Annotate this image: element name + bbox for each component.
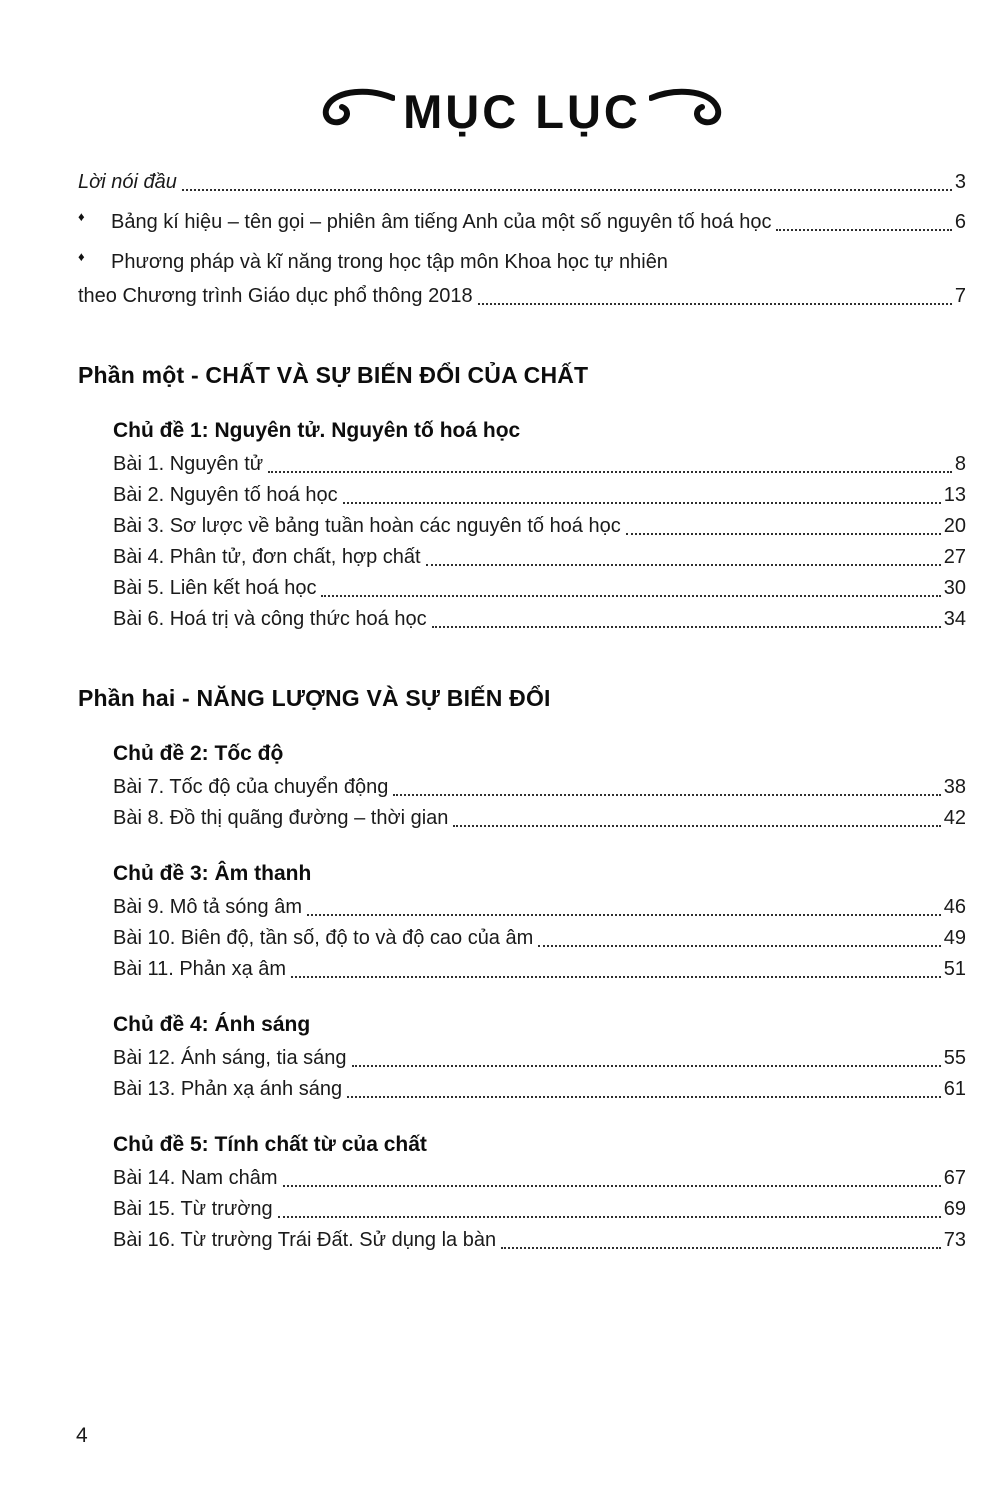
toc-entry (113, 575, 966, 602)
toc-entry-label: Bài 9. Mô tả sóng âm (113, 896, 302, 918)
toc-entry-label: Bảng kí hiệu – tên gọi – phiên âm tiếng Anh của một số nguyên tố hoá học (111, 211, 772, 233)
toc-entry (78, 243, 966, 276)
toc-entry-label: Bài 14. Nam châm (113, 1167, 278, 1189)
title-block (78, 84, 966, 139)
dot-leader (283, 1185, 941, 1187)
dot-leader (307, 914, 941, 916)
dot-leader (393, 794, 940, 796)
toc-entry-label: Bài 16. Từ trường Trái Đất. Sử dụng la bàn (113, 1229, 497, 1251)
toc-entry (113, 956, 966, 983)
toc-entry-page: 7 (954, 285, 966, 307)
toc-entry-page: 73 (943, 1229, 966, 1251)
toc-entry (113, 925, 966, 952)
toc-entry-page: 38 (943, 776, 966, 798)
toc-entry-label: Bài 2. Nguyên tố hoá học (113, 484, 338, 506)
lesson-list (78, 1165, 966, 1254)
toc-entry (113, 1196, 966, 1223)
toc-entry-page: 51 (943, 958, 966, 980)
toc-entry-page: 27 (943, 546, 966, 568)
lesson-list (78, 1045, 966, 1103)
part-heading: Phần một - CHẤT VÀ SỰ BIẾN ĐỔI CỦA CHẤT (78, 362, 589, 388)
dot-leader (291, 976, 941, 978)
toc-entry (113, 606, 966, 633)
toc-entry-page: 67 (943, 1167, 966, 1189)
toc-entry (78, 283, 966, 310)
toc-entry-label: Bài 1. Nguyên tử (113, 453, 264, 475)
topic-heading: Chủ đề 4: Ánh sáng (113, 1013, 311, 1036)
toc-entry-label: Bài 6. Hoá trị và công thức hoá học (113, 608, 427, 630)
toc-entry (78, 169, 966, 196)
toc-entry (113, 774, 966, 801)
toc-entry-page: 42 (943, 807, 966, 829)
diamond-bullet-icon: ♦ (78, 209, 85, 224)
dot-leader (501, 1247, 941, 1249)
toc-entry (113, 482, 966, 509)
toc-entry (113, 1045, 966, 1072)
toc-entry-label: Bài 10. Biên độ, tần số, độ to và độ cao của âm (113, 927, 534, 949)
dot-leader (278, 1216, 941, 1218)
topic-heading: Chủ đề 3: Âm thanh (113, 862, 312, 885)
lesson-list (78, 451, 966, 633)
dot-leader (776, 229, 951, 231)
toc-entry-label: Bài 3. Sơ lược về bảng tuần hoàn các nguyên tố hoá học (113, 515, 621, 537)
toc-entry-label: Bài 8. Đồ thị quãng đường – thời gian (113, 807, 449, 829)
toc-entry-page: 49 (943, 927, 966, 949)
dot-leader (453, 825, 940, 827)
page-title: MỤC LỤC (403, 85, 641, 138)
toc-entry (113, 544, 966, 571)
toc-entry (78, 203, 966, 236)
toc-entry-page: 3 (954, 171, 966, 193)
toc-entry (113, 1227, 966, 1254)
dot-leader (478, 303, 952, 305)
dot-leader (426, 564, 941, 566)
toc-entry-page: 20 (943, 515, 966, 537)
toc-entry-label: Bài 11. Phản xạ âm (113, 958, 287, 980)
dot-leader (347, 1096, 941, 1098)
toc-entry (113, 1165, 966, 1192)
toc-entry-label: Lời nói đầu (78, 171, 177, 193)
toc-entry-label: Bài 13. Phản xạ ánh sáng (113, 1078, 343, 1100)
toc-entry-page: 30 (943, 577, 966, 599)
topic-heading: Chủ đề 1: Nguyên tử. Nguyên tố hoá học (113, 419, 521, 442)
dot-leader (538, 945, 940, 947)
dot-leader (352, 1065, 941, 1067)
toc-entry-page: 13 (943, 484, 966, 506)
dot-leader (432, 626, 941, 628)
toc-entry-label: Bài 12. Ánh sáng, tia sáng (113, 1047, 347, 1069)
dot-leader (268, 471, 952, 473)
toc-entry-page: 46 (943, 896, 966, 918)
frontmatter-section (78, 169, 966, 310)
dot-leader (626, 533, 941, 535)
dot-leader (321, 595, 940, 597)
flourish-icon (649, 86, 723, 137)
toc-entry-page: 6 (954, 211, 966, 233)
lesson-list (78, 894, 966, 983)
dot-leader (182, 189, 952, 191)
toc-entry-label: Bài 7. Tốc độ của chuyển động (113, 776, 389, 798)
flourish-icon (321, 86, 395, 137)
toc-entry-label: Phương pháp và kĩ năng trong học tập môn Khoa học tự nhiên (111, 251, 668, 273)
toc-entry-label: Bài 15. Từ trường (113, 1198, 273, 1220)
topic-heading: Chủ đề 2: Tốc độ (113, 742, 284, 765)
toc-entry-label: Bài 5. Liên kết hoá học (113, 577, 317, 599)
toc-entry-label: theo Chương trình Giáo dục phổ thông 2018 (78, 285, 473, 307)
toc-entry (113, 1076, 966, 1103)
toc-entry (113, 894, 966, 921)
lesson-list (78, 774, 966, 832)
toc-entry-page: 55 (943, 1047, 966, 1069)
toc-entry-label: Bài 4. Phân tử, đơn chất, hợp chất (113, 546, 421, 568)
part-heading: Phần hai - NĂNG LƯỢNG VÀ SỰ BIẾN ĐỔI (78, 685, 551, 711)
diamond-bullet-icon: ♦ (78, 249, 85, 264)
toc-entry (113, 805, 966, 832)
toc-entry-page: 69 (943, 1198, 966, 1220)
topic-heading: Chủ đề 5: Tính chất từ của chất (113, 1133, 427, 1156)
toc-entry-page: 61 (943, 1078, 966, 1100)
toc-entry (113, 451, 966, 478)
toc-entry-page: 34 (943, 608, 966, 630)
toc-entry (113, 513, 966, 540)
toc-entry-page: 8 (954, 453, 966, 475)
dot-leader (343, 502, 941, 504)
page-number: 4 (76, 1424, 88, 1447)
